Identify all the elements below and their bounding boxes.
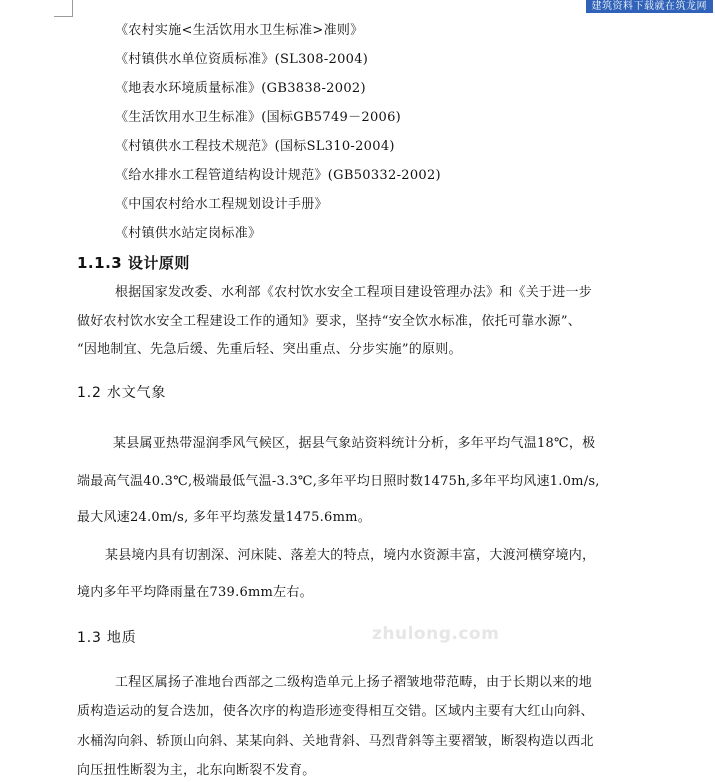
page-corner-mark — [54, 0, 73, 17]
reference-item: 《生活饮用水卫生标准》(国标GB5749－2006) — [115, 110, 402, 125]
reference-item: 《村镇供水工程技术规范》(国标SL310-2004) — [115, 139, 395, 154]
paragraph-line: 根据国家发改委、水利部《农村饮水安全工程项目建设管理办法》和《关于进一步 — [115, 285, 593, 300]
heading-geology: 1.3 地质 — [77, 630, 137, 646]
watermark-zhulong: zhulong.com — [372, 624, 500, 644]
reference-item: 《农村实施<生活饮用水卫生标准>准则》 — [115, 23, 364, 38]
paragraph-line: 端最高气温40.3℃,极端最低气温-3.3℃,多年平均日照时数1475h,多年平均风速1.0m/s, — [77, 474, 600, 489]
paragraph-line: 某县境内具有切割深、河床陡、落差大的特点，境内水资源丰富，大渡河横穿境内， — [105, 548, 596, 563]
paragraph-line: 质构造运动的复合迭加，使各次序的构造形迹变得相互交错。区域内主要有大红山向斜、 — [77, 704, 594, 719]
reference-item: 《村镇供水站定岗标准》 — [115, 226, 262, 241]
paragraph-line: 水桶沟向斜、轿顶山向斜、某某向斜、关地背斜、马烈背斜等主要褶皱，断裂构造以西北 — [77, 734, 594, 749]
heading-design-principles: 1.1.3 设计原则 — [77, 254, 190, 272]
paragraph-line: 向压扭性断裂为主，北东向断裂不发育。 — [77, 763, 316, 778]
reference-item: 《地表水环境质量标准》(GB3838-2002) — [115, 81, 366, 96]
paragraph-line: 最大风速24.0m/s, 多年平均蒸发量1475.6mm。 — [77, 510, 371, 525]
watermark-banner: 建筑资料下载就在筑龙网 — [586, 0, 714, 13]
paragraph-line: “因地制宜、先急后缓、先重后轻、突出重点、分步实施”的原则。 — [77, 342, 462, 357]
reference-item: 《村镇供水单位资质标准》(SL308-2004) — [115, 52, 369, 67]
reference-item: 《中国农村给水工程规划设计手册》 — [115, 197, 328, 212]
paragraph-line: 境内多年平均降雨量在739.6mm左右。 — [77, 585, 313, 600]
paragraph-line: 工程区属扬子准地台西部之二级构造单元上扬子褶皱地带范畴，由于长期以来的地 — [115, 675, 593, 690]
heading-hydrology-meteorology: 1.2 水文气象 — [77, 385, 167, 401]
paragraph-line: 某县属亚热带湿润季风气候区，据县气象站资料统计分析，多年平均气温18℃，极 — [113, 436, 596, 451]
paragraph-line: 做好农村饮水安全工程建设工作的通知》要求，坚持“安全饮水标准，依托可靠水源”、 — [77, 314, 582, 329]
reference-item: 《给水排水工程管道结构设计规范》(GB50332-2002) — [115, 168, 441, 183]
